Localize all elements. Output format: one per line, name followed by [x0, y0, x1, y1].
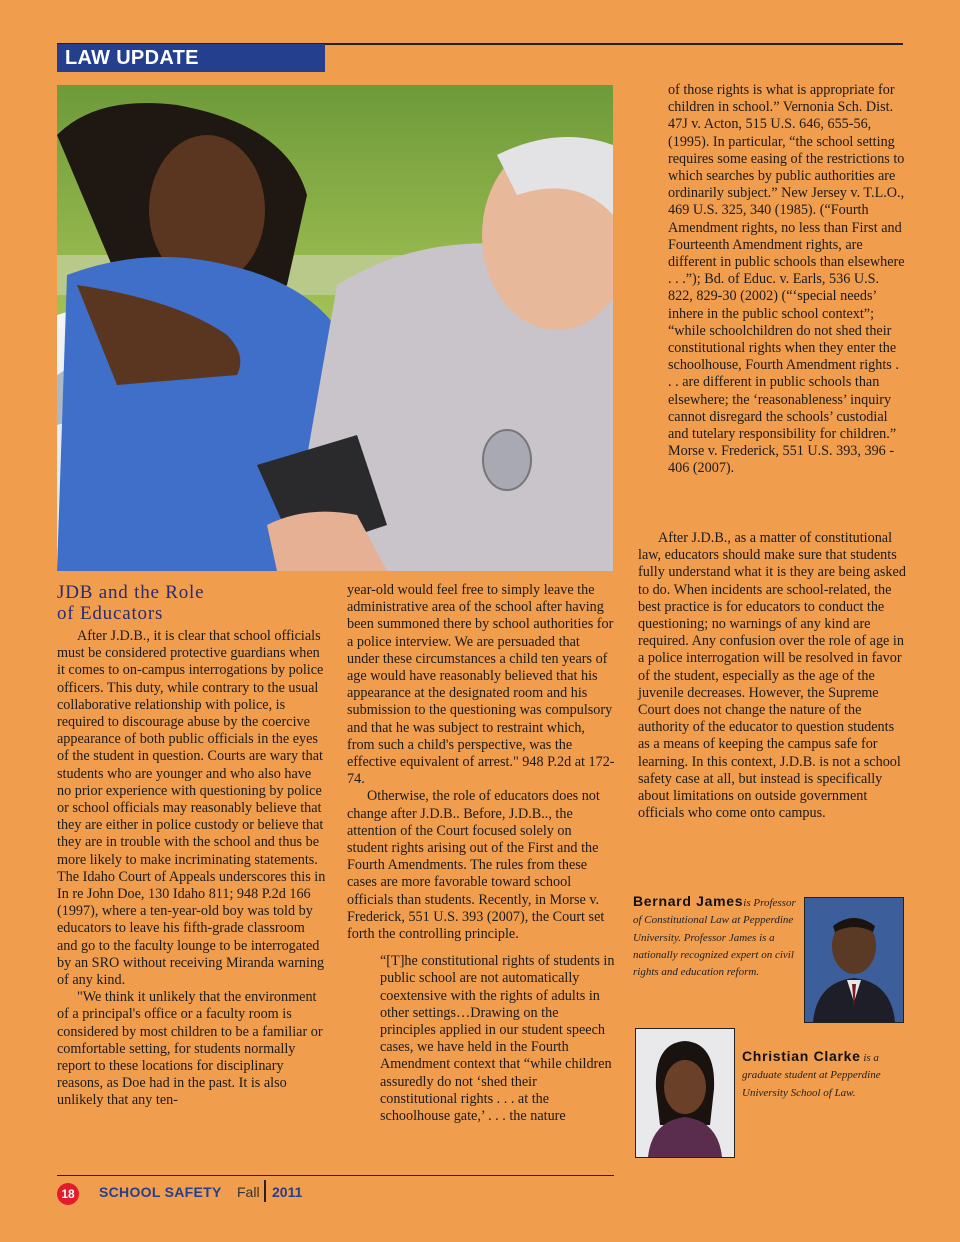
- paragraph: Otherwise, the role of educators does not change after J.D.B.. Before, J.D.B.., the attention of the Court focused solely on student rights arising out of the First and the Fourth Amendments. The rules from these cases are more favorable toward school officials than students. Recently, in Morse v. Frederick, 551 U.S. 393 (2007), the Court set forth the controlling principle.: [347, 788, 605, 943]
- issue-season: Fall: [237, 1184, 260, 1200]
- section-tag: LAW UPDATE: [57, 44, 325, 72]
- quote-text: “[T]he constitutional rights of students in public school are not automatically coextensive with the rights of adults in other settings…Drawing on the principles applied in our student speech cases, we have held in the Fourth Amendment context that “while children assuredly do not ‘shed their constitutional rights . . . at the schoolhouse gate,’ . . . the nature: [380, 953, 615, 1125]
- author-portrait: [635, 1028, 735, 1158]
- section-heading: [57, 582, 327, 624]
- author-connector: is: [743, 897, 751, 909]
- footer-rule: [57, 1175, 614, 1176]
- paragraph: After J.D.B., as a matter of constitutional law, educators should make sure that students fully understand what it is they are being asked to do. When incidents are school-related, the best practice is for educators to conduct the questioning; no warnings of any kind are required. Any confusion over the role of age in a police interrogation will be resolved in favor of the student, especially as the age of the juvenile decreases. However, the Supreme Court does not change the nature of the authority of the educator to question students as a means of keeping the campus safe for learning. In this context, J.D.B. is not a school safety case at all, but instead is specifically about limitations on outside government officials who come onto campus.: [638, 530, 906, 822]
- author-connector: is: [863, 1052, 871, 1064]
- column-3: [638, 530, 908, 822]
- paragraph: of those rights is what is appropriate for children in school.” Vernonia Sch. Dist. 47J v. Acton, 515 U.S. 646, 655-56, (1995). In particular, “the school setting requires some easing of the restrictions to which searches by public authorities are ordinarily subject.” New Jersey v. T.L.O., 469 U.S. 325, 340 (1985). (“Fourth Amendment rights, no less than First and Fourteenth Amendment rights, are different in public schools than elsewhere . . .”); Bd. of Educ. v. Earls, 536 U.S. 822, 829-30 (2002) (“‘special needs’ inhere in the public school context”; “while schoolchildren do not shed their constitutional rights when they enter the schoolhouse, Fourth Amendment rights . . . are different in public schools than elsewhere; the ‘reasonableness’ inquiry cannot disregard the schools’ custodial and tutelary responsibility for children.” Morse v. Frederick, 551 U.S. 393, 396 - 406 (2007).: [668, 82, 905, 477]
- column-1: [57, 582, 327, 1110]
- article-photo: [57, 85, 613, 571]
- author-portrait-icon: [805, 898, 903, 1022]
- paragraph: year-old would feel free to simply leave the administrative area of the school after having been summoned there by school authorities for a police interview. We are persuaded that under these circumstances a child ten years of age would have reasonably believed that his appearance at the designated room and his submission to the questioning was compulsory and that he was subject to restraint which, from such a child's perspective, was the effective equivalent of arrest." 948 P.2d at 172-74.: [347, 582, 615, 788]
- page-number-badge: 18: [57, 1183, 79, 1205]
- author-bio-text: Professor of Constitutional Law at Pepperdine University. Professor James is a nationally recognized expert on civil rights and education reform.: [633, 897, 796, 979]
- author-name: Christian Clarke: [742, 1048, 861, 1064]
- author-portrait-icon: [636, 1029, 734, 1157]
- block-quote: [380, 953, 615, 1125]
- section-heading-line-1: JDB and the Role: [57, 582, 205, 603]
- section-heading-line-2: of Educators: [57, 603, 164, 624]
- issue-year: 2011: [272, 1184, 303, 1200]
- publication-name: SCHOOL SAFETY: [99, 1184, 222, 1200]
- author-bio: [742, 1048, 912, 1102]
- author-bio: [633, 893, 798, 981]
- column-3-top: [668, 82, 906, 478]
- author-portrait: [804, 897, 904, 1023]
- author-name: Bernard James: [633, 893, 744, 909]
- author-bio-text: a graduate student at Pepperdine University School of Law.: [742, 1052, 881, 1099]
- footer-separator: [264, 1180, 266, 1202]
- paragraph: "We think it unlikely that the environment of a principal's office or a faculty room is considered by most children to be a familiar or comfortable setting, for students normally report to these locations for disciplinary reasons, as Doe had in the past. It is also unlikely that any ten-: [57, 989, 323, 1109]
- paragraph: After J.D.B., it is clear that school officials must be considered protective guardians when it comes to on-campus interrogations by police officers. This duty, while contrary to the usual collaborative relationship with police, is required to discourage abuse by the coercive appearance of both public officials in the eyes of the student in question. Courts are wary that students who are younger and who also have no prior experience with questioning by police or school officials may reasonably believe that they are either in police custody or believe that they are in trouble with the school and thus be more likely to make incriminating statements. The Idaho Court of Appeals underscores this in In re John Doe, 130 Idaho 811; 948 P.2d 166 (1997), where a ten-year-old boy was told by educators to leave his fifth-grade classroom and go to the faculty lounge to be interrogated by an SRO without receiving Miranda warning of any kind.: [57, 628, 326, 989]
- column-2: [347, 582, 615, 1125]
- photo-student-and-police-officer-icon: [57, 85, 613, 571]
